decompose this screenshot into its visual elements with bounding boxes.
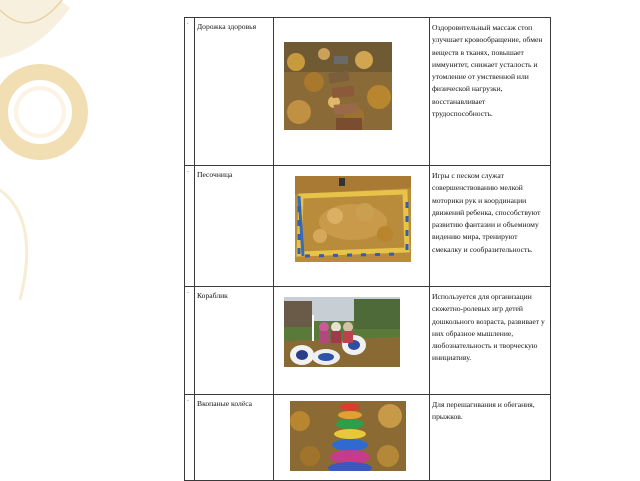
row-description: Используется для организации сюжетно-ролевых игр детей дошкольного возраста, развивает у них образное мышление, любознательность и творческую инициативу. — [430, 287, 551, 395]
row-name: Песочница — [195, 166, 274, 287]
equipment-table — [184, 17, 551, 481]
table-row: . Вкопаные колёса Для перешагивания и обегания, прыжков. — [185, 395, 551, 481]
table-row: . Песочница Игры с песком служат совершенствованию мелкой моторики рук и координации движений ребенка, способствуют развитию фантазии и объемному видению мира, тренируют смекалку и сообразительность. — [185, 166, 551, 287]
row-description: Игры с песком служат совершенствованию мелкой моторики рук и координации движений ребенка, способствуют развитию фантазии и объемному видению мира, тренируют смекалку и сообразительность. — [430, 166, 551, 287]
row-name: Кораблик — [195, 287, 274, 395]
document-table-page — [184, 17, 551, 480]
row-name: Вкопаные колёса — [195, 395, 274, 481]
row-name: Дорожка здоровья — [195, 18, 274, 166]
boat-photo — [284, 297, 400, 367]
sandbox-photo — [295, 176, 411, 262]
health-path-photo — [284, 42, 392, 130]
table-row: . Дорожка здоровья Оздоровительный массаж стоп улучшает кровообращение, обмен веществ в тканях, повышает иммунитет, снижает усталость и утомление от умственной или физической нагрузки, восстанавливает трудоспособность. — [185, 18, 551, 166]
buried-tires-photo — [290, 401, 406, 471]
table-row: . Кораблик Используется для организации сюжетно-ролевых игр детей дошкольного возраста, развивает у них образное мышление, любознательность и творческую инициативу. — [185, 287, 551, 395]
row-description: Для перешагивания и обегания, прыжков. — [430, 395, 551, 481]
row-description: Оздоровительный массаж стоп улучшает кровообращение, обмен веществ в тканях, повышает иммунитет, снижает усталость и утомление от умственной или физической нагрузки, восстанавливает трудоспособность. — [430, 18, 551, 166]
decorative-rings — [0, 0, 90, 480]
